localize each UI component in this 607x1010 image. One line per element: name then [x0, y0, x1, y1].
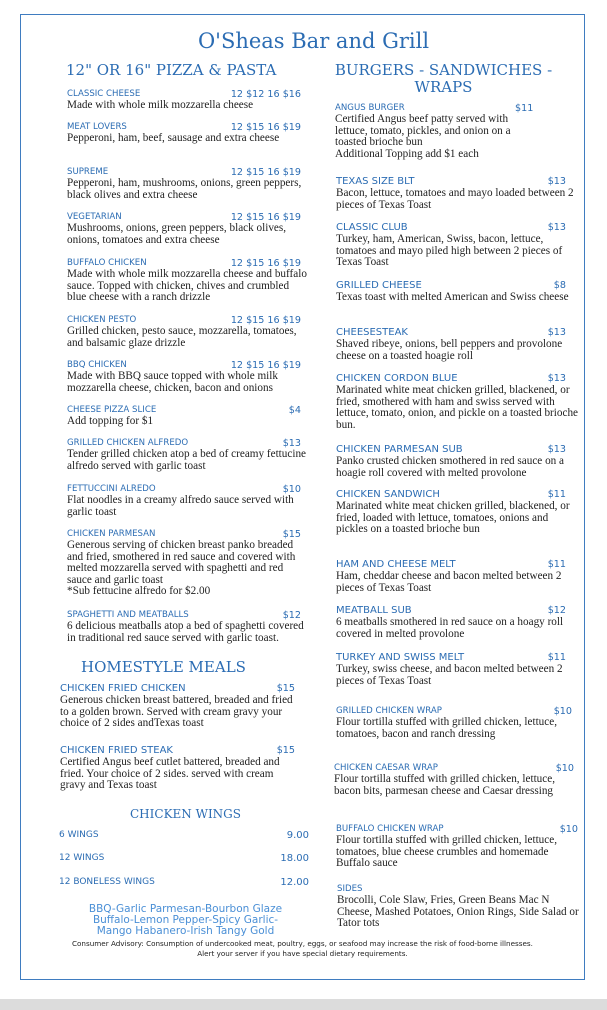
item-price: 12 $12 16 $16	[230, 89, 301, 100]
menu-item	[335, 103, 571, 160]
item-description: Grilled chicken, pesto sauce, mozzarella, tomatoes, and balsamic glaze drizzle	[67, 325, 297, 349]
item-description: Bacon, lettuce, tomatoes and mayo loaded between 2 pieces of Texas Toast	[336, 187, 574, 211]
item-name: TURKEY AND SWISS MELT	[336, 652, 465, 663]
menu-item	[336, 489, 570, 536]
item-price: $11	[547, 559, 566, 570]
item-name: MEAT LOVERS	[67, 122, 127, 132]
restaurant-title: O'Sheas Bar and Grill	[197, 29, 430, 53]
wing-row	[59, 830, 309, 840]
item-note: *Sub fettucine alfredo for $2.00	[67, 585, 211, 597]
menu-item	[67, 438, 307, 472]
burgers-heading-line: WRAPS	[414, 78, 473, 96]
wing-name: 12 BONELESS WINGS	[59, 877, 155, 887]
sides-description: Brocolli, Cole Slaw, Fries, Green Beans Mac N Cheese, Mashed Potatoes, Onion Rings, Side Salad or Tator tots	[337, 894, 579, 929]
menu-item	[60, 745, 295, 792]
item-description: Certified Angus beef cutlet battered, breaded and fried. Your choice of 2 sides. served with cream gravy and Texas toast	[60, 756, 280, 791]
item-description: Mushrooms, onions, green peppers, black olives, onions, tomatoes and extra cheese	[67, 222, 287, 246]
menu-item	[336, 706, 572, 740]
wing-row	[59, 853, 309, 863]
item-description: Marinated white meat chicken grilled, blackened, or fried, loaded with lettuce, tomatoes, onions and pickles on a toasted brioche bun	[336, 500, 570, 535]
item-description: Shaved ribeye, onions, bell peppers and provolone cheese on a toasted hoagie roll	[336, 338, 563, 362]
item-price: $10	[553, 706, 572, 717]
pizza-heading: 12" OR 16" PIZZA & PASTA	[66, 61, 277, 79]
item-name: CHEESESTEAK	[336, 327, 408, 338]
item-price: $10	[559, 824, 578, 835]
menu-item	[336, 222, 566, 269]
homestyle-heading: HOMESTYLE MEALS	[81, 658, 246, 676]
sides-item	[337, 884, 577, 930]
wing-price: 18.00	[280, 853, 309, 864]
item-description: Flour tortilla stuffed with grilled chicken, lettuce, bacon bits, parmesan cheese and Caesar dressing	[334, 773, 556, 797]
item-price: $15	[282, 529, 301, 540]
sauce-line: Buffalo-Lemon Pepper-Spicy Garlic-	[92, 914, 279, 926]
menu-item	[67, 484, 301, 518]
item-name: ANGUS BURGER	[335, 103, 405, 113]
item-description: Turkey, ham, American, Swiss, bacon, lettuce, tomatoes and mayo piled high between 2 pieces of Texas Toast	[336, 233, 563, 268]
item-name: FETTUCCINI ALREDO	[67, 484, 156, 494]
item-description: Texas toast with melted American and Swiss cheese	[336, 291, 569, 303]
item-name: GRILLED CHICKEN ALFREDO	[67, 438, 189, 448]
item-price: $11	[515, 103, 534, 114]
item-price: $10	[555, 763, 574, 774]
item-price: 12 $15 16 $19	[230, 315, 301, 326]
item-price: $11	[547, 489, 566, 500]
item-name: MEATBALL SUB	[336, 605, 412, 616]
item-name: TEXAS SIZE BLT	[336, 176, 415, 187]
item-description: Turkey, swiss cheese, and bacon melted between 2 pieces of Texas Toast	[336, 663, 563, 687]
item-description: Made with whole milk mozzarella cheese and buffalo sauce. Topped with chicken, chives and crumbled blue cheese with a ranch drizzle	[67, 268, 307, 303]
item-description: Tender grilled chicken atop a bed of creamy fettucine alfredo served with garlic toast	[67, 448, 307, 472]
item-description: Pepperoni, ham, beef, sausage and extra cheese	[67, 132, 280, 144]
item-price: 12 $15 16 $19	[230, 167, 301, 178]
item-name: CHICKEN FRIED CHICKEN	[60, 683, 186, 694]
menu-item	[67, 529, 301, 598]
item-price: $15	[276, 745, 295, 756]
advisory-line: Alert your server if you have special dietary requirements.	[197, 949, 408, 958]
sauce-line: Mango Habanero-Irish Tangy Gold	[96, 925, 275, 937]
item-price: 12 $15 16 $19	[230, 360, 301, 371]
wing-price: 9.00	[286, 830, 309, 841]
item-description: 6 meatballs smothered in red sauce on a hoagy roll covered in melted provolone	[336, 616, 564, 640]
item-price: 12 $15 16 $19	[230, 258, 301, 269]
item-description: Flour tortilla stuffed with grilled chicken, lettuce, tomatoes, bacon and ranch dressing	[336, 716, 558, 740]
item-price: $10	[282, 484, 301, 495]
item-description: 6 delicious meatballs atop a bed of spaghetti covered in traditional red sauce served with garlic toast.	[67, 620, 304, 644]
menu-item	[336, 327, 566, 362]
item-description: Flour tortilla stuffed with grilled chicken, lettuce, tomatoes, blue cheese crumbles and homemade Buffalo sauce	[336, 834, 558, 869]
item-name: VEGETARIAN	[67, 212, 122, 222]
item-description: Marinated white meat chicken grilled, blackened, or fried, smothered with ham and swiss served with lettuce, tomato, onion, and pickle on a toasted brioche bun.	[336, 384, 579, 431]
advisory-line: Consumer Advisory: Consumption of undercooked meat, poultry, eggs, or seafood may increase the risk of food-borne illnesses.	[72, 939, 533, 948]
item-price: $13	[547, 222, 566, 233]
item-price: $8	[553, 280, 566, 291]
item-description: Flat noodles in a creamy alfredo sauce served with garlic toast	[67, 494, 294, 518]
item-note: Additional Topping add $1 each	[335, 147, 479, 160]
menu-item	[67, 258, 307, 304]
item-price: $13	[547, 373, 566, 384]
item-price: $12	[282, 610, 301, 621]
item-description: Add topping for $1	[67, 415, 154, 427]
item-price: 12 $15 16 $19	[230, 122, 301, 133]
menu-item	[67, 89, 301, 112]
item-price: 12 $15 16 $19	[230, 212, 301, 223]
item-price: $13	[547, 444, 566, 455]
menu-item	[67, 360, 301, 394]
item-name: HAM AND CHEESE MELT	[336, 559, 456, 570]
menu-item	[334, 763, 574, 797]
menu-item	[336, 176, 574, 211]
menu-item	[336, 373, 579, 431]
wing-name: 12 WINGS	[59, 853, 105, 863]
wing-name: 6 WINGS	[59, 830, 99, 840]
item-name: CHICKEN CAESAR WRAP	[334, 763, 438, 773]
item-price: $13	[547, 327, 566, 338]
menu-item	[67, 122, 301, 145]
item-name: SUPREME	[67, 167, 109, 177]
item-name: CHICKEN PESTO	[67, 315, 137, 325]
item-price: $4	[288, 405, 301, 416]
menu-item	[336, 444, 566, 479]
menu-item	[336, 824, 578, 870]
burgers-heading-line: BURGERS - SANDWICHES -	[334, 61, 553, 79]
menu-item	[336, 652, 566, 687]
menu-item	[67, 610, 304, 644]
item-description: Panko crusted chicken smothered in red sauce on a hoagie roll covered with melted provolone	[336, 455, 565, 479]
item-description: Pepperoni, ham, mushrooms, onions, green peppers, black olives and extra cheese	[67, 177, 302, 201]
item-name: GRILLED CHEESE	[336, 280, 422, 291]
menu-item	[336, 559, 566, 594]
item-name: CHICKEN CORDON BLUE	[336, 373, 458, 384]
item-name: CHICKEN PARMESAN	[67, 529, 156, 539]
menu-item	[67, 167, 301, 201]
item-price: $15	[276, 683, 295, 694]
item-price: $12	[547, 605, 566, 616]
wing-sauces	[59, 904, 312, 937]
item-name: CHICKEN FRIED STEAK	[60, 745, 173, 756]
menu-item	[67, 315, 301, 349]
item-name: CHEESE PIZZA SLICE	[67, 405, 157, 415]
item-name: CHICKEN SANDWICH	[336, 489, 440, 500]
item-name: BUFFALO CHICKEN WRAP	[336, 824, 444, 834]
sauce-line: BBQ-Garlic Parmesan-Bourbon Glaze	[88, 903, 283, 915]
item-name: CHICKEN PARMESAN SUB	[336, 444, 463, 455]
item-name: BUFFALO CHICKEN	[67, 258, 147, 268]
consumer-advisory	[20, 939, 585, 959]
item-description: Certified Angus beef patty served with lettuce, tomato, pickles, and onion on a toasted brioche bun	[335, 113, 511, 148]
sides-name: SIDES	[337, 884, 363, 894]
wing-row	[59, 877, 309, 887]
item-description: Generous serving of chicken breast panko breaded and fried, smothered in red sauce and covered with melted mozzarella served with spaghetti and red sauce and garlic toast	[67, 539, 296, 586]
menu-item	[67, 405, 301, 428]
wings-heading: CHICKEN WINGS	[130, 807, 241, 821]
item-description: Made with whole milk mozzarella cheese	[67, 99, 254, 111]
item-price: $13	[547, 176, 566, 187]
menu-item	[67, 212, 301, 246]
item-description: Ham, cheddar cheese and bacon melted between 2 pieces of Texas Toast	[336, 570, 562, 594]
item-name: SPAGHETTI AND MEATBALLS	[67, 610, 189, 620]
menu-item	[336, 605, 566, 640]
burgers-heading	[326, 62, 561, 96]
wing-price: 12.00	[280, 877, 309, 888]
item-price: $11	[547, 652, 566, 663]
bottom-scroll-bar	[0, 999, 607, 1010]
item-name: GRILLED CHICKEN WRAP	[336, 706, 442, 716]
item-name: CLASSIC CHEESE	[67, 89, 141, 99]
item-name: BBQ CHICKEN	[67, 360, 127, 370]
menu-item	[60, 683, 295, 730]
item-description: Made with BBQ sauce topped with whole milk mozzarella cheese, chicken, bacon and onions	[67, 370, 278, 394]
menu-item	[336, 280, 569, 304]
item-price: $13	[282, 438, 301, 449]
item-description: Generous chicken breast battered, breaded and fried to a golden brown. Served with cream gravy your choice of 2 sides andTexas toast	[60, 694, 293, 729]
item-name: CLASSIC CLUB	[336, 222, 408, 233]
